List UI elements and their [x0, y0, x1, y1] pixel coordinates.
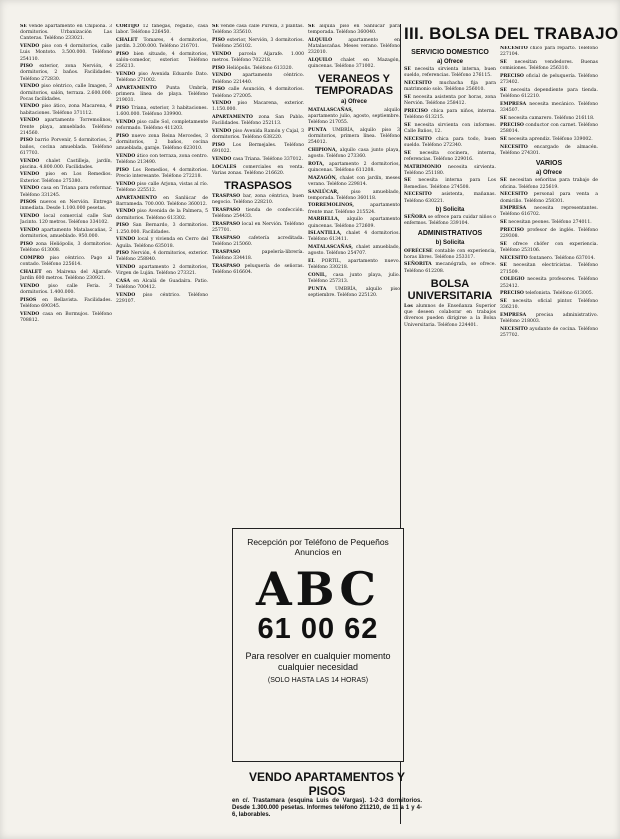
classified-ad: OFRÉCESE contable con experiencia, horas libres. Teléfono 253317.: [404, 248, 496, 260]
bolsa-heading: BOLSA UNIVERSITARIA: [407, 277, 493, 302]
classified-ad: SE necesita camarero. Teléfono 216118.: [500, 115, 595, 121]
classified-ad: PUNTA UMBRÍA, alquilo piso 3 dormitorios, primera línea. Teléfono 254012.: [308, 127, 400, 146]
abc-logo: ABC: [255, 562, 381, 616]
vendo-title: VENDO APARTAMENTOS Y PISOS: [248, 770, 406, 798]
veraneos-heading: VERANEOS Y TEMPORADAS: [314, 73, 394, 98]
classified-ad: VENDO casa en Bormujos. Teléfono 708812.: [20, 311, 112, 323]
classified-ad: ALQUILO apartamento en Matalascañas. Meses verano. Teléfono 232010.: [308, 37, 400, 56]
classified-ad: PISO Triana, exterior, 3 habitaciones. 1.600.000. Teléfono 339900.: [116, 105, 208, 118]
classified-ad: VENDO piso calle Feria. 3 dormitorios. 1.400.000.: [20, 283, 112, 295]
classified-ad: COMPRO piso céntrico. Pago al contado. Teléfono 225614.: [20, 255, 112, 268]
classified-ad: TRASPASO bar, zona céntrica, buen negocio. Teléfono 228210.: [212, 193, 304, 206]
classified-ad: VENDO apartamento 2 dormitorios, Virgen de Luján. Teléfono 273321.: [116, 265, 208, 277]
classified-ad: SE necesita cocinera, interna, referencias. Teléfono 229016.: [404, 150, 496, 162]
classified-ad: VENDO piso céntrico. Teléfono 229107.: [116, 292, 208, 305]
classified-ad: EMPRESA precisa administrativo. Teléfono 218003.: [500, 312, 598, 325]
servicio-solicita-subheading: b) Solicita: [435, 206, 465, 213]
classified-ad: PRECISO telefonista. Teléfono 613005.: [500, 291, 594, 297]
classified-ad: SE necesita dependiente para tienda. Teléfono 612210.: [500, 87, 598, 99]
column-6: [500, 46, 598, 814]
classified-ad: VENDO casa Triana. Teléfono 337012.: [212, 156, 303, 162]
classified-ad: PRECISO profesor de inglés. Teléfono 229308.: [500, 227, 598, 240]
vendo-body: en c/. Trastamara (esquina Luis de Vargas). 1-2-3 dormitorios. Desde 1.300.000 pesetas. Informes teléfono 211210, de 11 a 1 y 4-6, laborables.: [232, 798, 422, 818]
classified-ad: PISOS en Bellavista. Facilidades. Teléfono 690345.: [20, 297, 112, 309]
classified-ad: PRECISO chica para niños, interna. Teléfono 613215.: [404, 108, 496, 121]
classified-ad: SE necesitan señoritas para trabajo de oficina. Teléfono 225619.: [500, 178, 598, 190]
classified-ad: NECESITO chico para reparto. Teléfono 227104.: [500, 46, 598, 58]
classified-ad: SE necesitan peones. Teléfono 274011.: [500, 220, 592, 226]
classified-ad: TRASPASO peluquería de señoras. Teléfono 616604.: [212, 263, 304, 275]
classified-ad: NECESITO personal para venta a domicilio. Teléfono 258301.: [500, 192, 598, 204]
classified-ad: VENDO local comercial calle San Jacinto. 120 metros. Teléfono 334102.: [20, 214, 112, 226]
classified-ad: PISO barrio Porvenir, 5 dormitorios, 2 baños, cocina amueblada. Teléfono 617703.: [20, 138, 112, 156]
classified-ad: VENDO apartamento Matalascañas, 2 dormitorios, amueblado. 950.000.: [20, 228, 112, 240]
classified-ad: SE necesita asistenta por horas, zona Nervión. Teléfono 258412.: [404, 95, 496, 107]
classified-ad: PISOS nuevos en Nervión. Entrega inmediata. Desde 1.100.000 pesetas.: [20, 200, 112, 212]
vendo-apartamentos-ad: [232, 770, 422, 819]
classified-ad: PISO San Bernardo, 3 dormitorios. 1.250.000. Facilidades.: [116, 223, 208, 235]
classified-ad: CASA en Alcalá de Guadaíra. Patio. Teléfono 700412.: [116, 279, 208, 291]
traspasos-heading: TRASPASOS: [224, 179, 292, 192]
classified-ad: VENDO piso calle Sol, completamente reformado. Teléfono 411203.: [116, 119, 208, 132]
ad-reception-text: Recepción por Teléfono de Pequeños Anuncios en: [247, 537, 389, 557]
classified-ad: VENDO piso con 4 dormitorios, calle Luis Montoto. 3.500.000. Teléfono 254110.: [20, 44, 112, 62]
classified-ad: SE ofrece chófer con experiencia. Teléfono 253106.: [500, 241, 598, 253]
classified-ad: TRASPASO tienda de confección. Teléfono 254433.: [212, 207, 304, 220]
classified-ad: EL PORTIL, apartamento nuevo. Teléfono 330218.: [308, 259, 400, 271]
administrativos-heading: ADMINISTRATIVOS: [417, 230, 483, 238]
ad-phone-number: 61 00 62: [257, 613, 379, 645]
classified-ad: PISO Los Remedios, 4 dormitorios. Precio interesante. Teléfono 272218.: [116, 167, 208, 179]
classified-ad: SEÑORA se ofrece para cuidar niños o enfermos. Teléfono 339104.: [404, 214, 496, 227]
classified-ad: PUNTA UMBRÍA, alquilo piso septiembre. Teléfono 225120.: [308, 286, 400, 299]
classified-ad: APARTAMENTO en Sanlúcar de Barrameda. 700.000. Teléfono 360012.: [116, 195, 208, 207]
column-2: [116, 24, 208, 814]
column-1: [20, 24, 112, 814]
classified-ad: VENDO piso Avenida Eduardo Dato. Teléfono 271002.: [116, 71, 208, 84]
classified-ad: MARBELLA, alquilo apartamento quincenas. Teléfono 272609.: [308, 217, 400, 229]
classified-ad: CORTIJO 12 fanegas, regadío, casa labor. Teléfono 226450.: [116, 24, 208, 36]
classified-ad: APARTAMENTO Punta Umbría, primera línea de playa. Teléfono 219031.: [116, 85, 208, 104]
varios-heading: VARIOS: [535, 160, 563, 168]
servicio-heading: SERVICIO DOMESTICO: [411, 49, 489, 56]
classified-ad: VENDO ático con terraza, zona centro. Teléfono 213490.: [116, 153, 208, 166]
classified-ad: PISO exterior, zona Nervión, 4 dormitorios, 2 baños. Facilidades. Teléfono 272830.: [20, 64, 112, 82]
classified-ad: VENDO apartamento Torremolinos, frente playa, amueblado. Teléfono 214560.: [20, 118, 112, 136]
classified-ad: PISO Nervión, 4 dormitorios, exterior. Teléfono 258840.: [116, 251, 208, 263]
classified-ad: PISO Los Bermejales. Teléfono 691022.: [212, 142, 304, 155]
classified-ad: NECESITO chica para todo, buen sueldo. Teléfono 272340.: [404, 136, 496, 148]
classified-ad: MATALASCAÑAS, alquilo apartamento julio, agosto, septiembre. Teléfono 217055.: [308, 107, 400, 126]
varios-ofrece-subheading: a) Ofrece: [535, 170, 562, 177]
classified-ad: VENDO piso céntrico, calle Imagen, 3 dormitorios, salón, terraza. 2.600.000. Pocas facilidades.: [20, 84, 112, 102]
classified-ad: SE necesitan electricistas. Teléfono 271509.: [500, 263, 598, 275]
abc-phone-ad: [232, 528, 404, 762]
classified-ad: SE alquila piso en Sanlúcar para temporada. Teléfono 360040.: [308, 24, 400, 36]
classified-ad: SE necesita oficial pintor. Teléfono 336210.: [500, 298, 598, 311]
classified-ad: SE necesitan vendedores. Buenas comisiones. Teléfono 256310.: [500, 59, 598, 72]
classified-ad: Los alumnos de Enseñanza Superior que deseen colaborar en trabajos diversos pueden dirigirse a la Bolsa Universitaria. Teléfono 224401.: [404, 303, 496, 328]
classified-ad: CHALET Tomares, 4 dormitorios, jardín. 3.200.000. Teléfono 216701.: [116, 37, 208, 50]
veraneos-ofrece-subheading: a) Ofrece: [340, 99, 367, 106]
classified-ad: PISO Heliópolis. Teléfono 613320.: [212, 65, 294, 71]
classified-ad: MATRIMONIO necesita sirvienta. Teléfono 251180.: [404, 164, 496, 176]
classified-ad: VENDO apartamento céntrico. Teléfono 221440.: [212, 73, 304, 85]
classified-ad: PRECISO oficial de peluquería. Teléfono 273402.: [500, 73, 598, 86]
classified-ad: LOCALES comerciales en venta. Varias zonas. Teléfono 216620.: [212, 164, 304, 176]
classified-ad: SE necesita aprendiz. Teléfono 339002.: [500, 137, 593, 143]
classified-ad: VENDO casa en Triana para reformar. Teléfono 331245.: [20, 186, 112, 198]
classified-ad: MATALASCAÑAS, chalet amueblado, agosto. Teléfono 254707.: [308, 245, 400, 257]
classified-ad: EMPRESA necesita representantes. Teléfono 616702.: [500, 206, 598, 218]
classified-ad: PISO zona Heliópolis, 3 dormitorios. Teléfono 613008.: [20, 242, 112, 254]
classified-ad: SE necesita sirvienta con informes. Calle Baños, 12.: [404, 122, 496, 135]
classified-ad: PISO calle Asunción, 4 dormitorios. Teléfono 272005.: [212, 87, 304, 99]
classified-ad: PRECISO conductor con carnet. Teléfono 258014.: [500, 123, 598, 135]
column-4: [308, 24, 400, 544]
classified-ad: NECESITO asistenta, mañanas. Teléfono 630221.: [404, 192, 496, 204]
classified-ad: MAZAGÓN, chalet con jardín, meses verano. Teléfono 229814.: [308, 175, 400, 187]
ad-resolve-text: Para resolver en cualquier momento cualquier necesidad: [245, 651, 391, 672]
classified-ad: APARTAMENTO zona San Pablo. Facilidades. Teléfono 252113.: [212, 115, 304, 127]
classified-ad: SEÑORITA mecanógrafa, se ofrece. Teléfono 612208.: [404, 262, 496, 274]
classified-ad: SE necesita interna para Los Remedios. Teléfono 274508.: [404, 178, 496, 190]
servicio-ofrece-subheading: a) Ofrece: [436, 59, 463, 65]
classified-ad: COLEGIO necesita profesores. Teléfono 252412.: [500, 277, 598, 289]
classified-ad: CHIPIONA, alquilo casa junto playa, agosto. Teléfono 273360.: [308, 147, 400, 160]
classified-ad: NECESITO ayudante de cocina. Teléfono 257702.: [500, 326, 598, 338]
classified-ad: SANLÚCAR, piso amueblado, temporada. Teléfono 360118.: [308, 189, 400, 201]
ad-hours-text: (SOLO HASTA LAS 14 HORAS): [267, 677, 369, 684]
admin-solicita-subheading: b) Solicita: [435, 240, 465, 247]
classified-ad: VENDO local y vivienda en Cerro del Águila. Teléfono 635018.: [116, 237, 208, 249]
classified-ad: VENDO parcela Aljarafe. 1.000 metros. Teléfono 702218.: [212, 51, 304, 64]
classified-ad: VENDO piso en Los Remedios. Exterior. Teléfono 275380.: [20, 172, 112, 184]
classified-ad: SE vende casa calle Pureza, 3 plantas. Teléfono 335610.: [212, 24, 304, 36]
classified-ad: SE vende apartamento en Chipiona. 3 dormitorios. Urbanización Las Canteras. Teléfono 233021.: [20, 24, 112, 42]
classified-ad: NECESITO encargado de almacén. Teléfono 274301.: [500, 144, 598, 157]
classified-ad: EMPRESA necesita mecánico. Teléfono 334507.: [500, 101, 598, 113]
classified-ad: VENDO piso ático, zona Macarena, 4 habitaciones. Teléfono 371112.: [20, 104, 112, 116]
section-title: III. BOLSA DEL TRABAJO: [404, 24, 619, 43]
classified-ad: VENDO piso Macarena, exterior. 1.150.000.: [212, 101, 304, 113]
classified-ad: TORREMOLINOS, apartamento frente mar. Teléfono 215524.: [308, 203, 400, 215]
classified-ad: ISLANTILLA, chalet 4 dormitorios. Teléfono 613411.: [308, 231, 400, 243]
column-5: [404, 46, 496, 814]
classified-ad: VENDO chalet Castilleja, jardín, piscina. 4.800.000. Facilidades.: [20, 158, 112, 170]
classified-ad: CHALET en Mairena del Aljarafe. Jardín 600 metros. Teléfono 230921.: [20, 269, 112, 282]
classified-ad: CONIL, casa junto playa, julio. Teléfono 257313.: [308, 273, 400, 285]
classified-ad: TRASPASO local en Nervión. Teléfono 257701.: [212, 221, 304, 233]
classified-ad: NECESITO muchacha fija para matrimonio solo. Teléfono 256010.: [404, 81, 496, 93]
classified-ad: TRASPASO cafetería acreditada. Teléfono 215060.: [212, 235, 304, 247]
classified-ad: VENDO piso calle Arjona, vistas al río. Teléfono 225512.: [116, 181, 208, 193]
classified-ad: ROTA, apartamento 2 dormitorios, quincenas. Teléfono 611208.: [308, 161, 400, 173]
classified-ad: SE necesita sirvienta interna, buen sueldo, referencias. Teléfono 276115.: [404, 67, 496, 79]
column-3: [212, 24, 304, 544]
classified-ad: PISO nuevo zona Reina Mercedes, 3 dormitorios, 2 baños, cocina amueblada, garaje. Teléfono 623010.: [116, 133, 208, 152]
classified-ad: VENDO piso Avenida Ramón y Cajal, 3 dormitorios. Teléfono 638220.: [212, 129, 304, 141]
classified-ad: NECESITO fontanero. Teléfono 637014.: [500, 255, 595, 261]
classified-ad: TRASPASO papelería-librería. Teléfono 334418.: [212, 249, 304, 261]
classified-ad: PISO bien situado, 4 dormitorios, salón-comedor, exterior. Teléfono 256213.: [116, 51, 208, 70]
classified-ad: ALQUILO chalet en Mazagón, quincenas. Teléfono 371002.: [308, 58, 400, 70]
classified-ad: VENDO piso Avenida de la Palmera, 5 dormitorios. Teléfono 613302.: [116, 209, 208, 221]
classified-ad: PISO exterior, Nervión, 3 dormitorios. Teléfono 256102.: [212, 37, 304, 50]
